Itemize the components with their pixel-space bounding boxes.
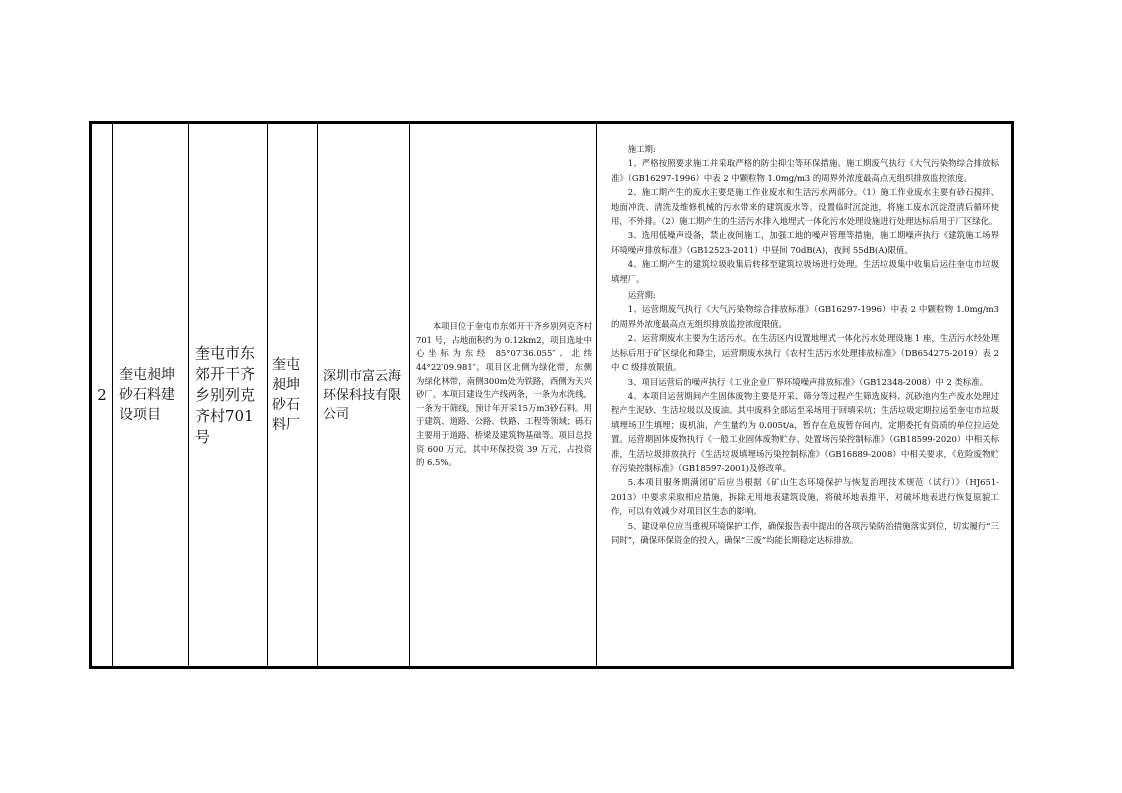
measures-paragraph: 2、施工期产生的废水主要是施工作业废水和生活污水两部分。（1）施工作业废水主要有砂石搅拌、地面冲洗、清洗及维修机械的污水带来的建筑废水等。设置临时沉淀池，将施工废水沉淀澄清后循环使用，不外排。（2）施工期产生的生活污水排入地埋式一体化污水处理设施进行处理达标后用于厂区绿化。 — [611, 187, 999, 227]
measures-heading: 运营期: — [627, 290, 656, 301]
measures-paragraph: 4、本项目运营期间产生固体废物主要是开采、筛分等过程产生筛选废料、沉砂池内生产废水处理过程产生泥砂、生活垃圾以及废油。其中废料全部运至采场用于回填采坑；生活垃圾定期拉运至奎屯市垃圾填埋场卫生填埋；废机油，产生量约为 0.005t/a，暂存在危废暂存间内，定期委托有资质的单位拉运处置。运营期固体废物执行《一般工业固体废物贮存、处置场污染控制标准》（GB18599-2020）中相关标准，生活垃圾排放执行《生活垃圾填埋场污染控制标准》（GB16889-2008）中相关要求，《危险废物贮存污染控制标准》（GB18597-2001)及修改单。 — [611, 390, 999, 473]
unit-cell: 奎屯昶坤砂石料厂 — [268, 123, 318, 668]
measures-paragraph: 5.本项目服务期满闭矿后应当根据《矿山生态环境保护与恢复治理技术规范（试行）》（HJ651-2013）中要求采取相应措施，拆除无用地表建筑设施，将破坏地表推平，对破坏地表进行恢复原貌工作，可以有效减少对项目区生态的影响。 — [611, 477, 999, 517]
project-name-cell: 奎屯昶坤砂石料建设项目 — [113, 123, 189, 668]
row-number: 2 — [91, 123, 113, 668]
location-cell: 奎屯市东郊开干齐乡别列克齐村701号 — [189, 123, 268, 668]
measures-paragraph: 5、建设单位应当重视环境保护工作，确保报告表中提出的各项污染防治措施落实到位，切实履行“三同时”，确保环保资金的投入，确保“三废”均能长期稳定达标排放。 — [611, 520, 999, 545]
measures-paragraph: 4、施工期产生的建筑垃圾收集后转移至建筑垃圾场进行处理。生活垃圾集中收集后运往奎屯市垃圾填埋厂。 — [611, 259, 999, 284]
consultant-cell: 深圳市富云海环保科技有限公司 — [318, 123, 410, 668]
measures-paragraph: 1、严格按照要求施工并采取严格的防尘抑尘等环保措施。施工期废气执行《大气污染物综合排放标准》（GB16297-1996）中表 2 中颗粒物 1.0mg/m3 的周界外浓度最高点无组织排放监控浓度。 — [611, 158, 999, 183]
measures-paragraph: 3、项目运营后的噪声执行《工业企业厂界环境噪声排放标准》（GB12348-2008）中 2 类标准。 — [627, 376, 988, 387]
measures-paragraph: 1、运营期废气执行《大气污染物综合排放标准》（GB16297-1996）中表 2 中颗粒物 1.0mg/m3 的周界外浓度最高点无组织排放监控浓度限值。 — [611, 304, 999, 329]
project-overview-text: 本项目位于奎屯市东郊开干齐乡别列克齐村 701 号，占地面积约为 0.12km2，项目选址中心坐标为东经 85°07′36.055″、北纬 44°22′09.981″。项目区北侧为绿化带，东侧为绿化林带，南侧300m处为铁路，西侧为天兴砂厂。本项目建设生产线两条，一条为水洗线，一条为干筛线，预计年开采15万m3砂石料。用于建筑、道路、公路、铁路、工程等领域；砾石主要用于道路、桥梁及建筑物基础等。项目总投资 600 万元，其中环保投资 39 万元，占投资的 6.5%。 — [416, 321, 592, 468]
table-row — [91, 123, 1013, 668]
environmental-measures-cell — [597, 123, 1013, 668]
measures-list — [611, 124, 999, 547]
project-table — [89, 121, 1014, 669]
project-overview-cell — [410, 123, 597, 668]
measures-paragraph: 2、运营期废水主要为生活污水。在生活区内设置地埋式一体化污水处理设施 1 座，生活污水经处理达标后用于矿区绿化和降尘，运营期废水执行《农村生活污水处理排放标准》（DB654275-2019）表 2 中 C 级排放限值。 — [611, 333, 999, 373]
measures-heading: 施工期: — [627, 144, 656, 154]
measures-paragraph: 3、选用低噪声设备，禁止夜间施工，加强工地的噪声管理等措施，施工期噪声执行《建筑施工场界环境噪声排放标准》（GB12523-2011）中昼间 70dB(A)，夜间 55dB(A)限值。 — [611, 230, 999, 255]
